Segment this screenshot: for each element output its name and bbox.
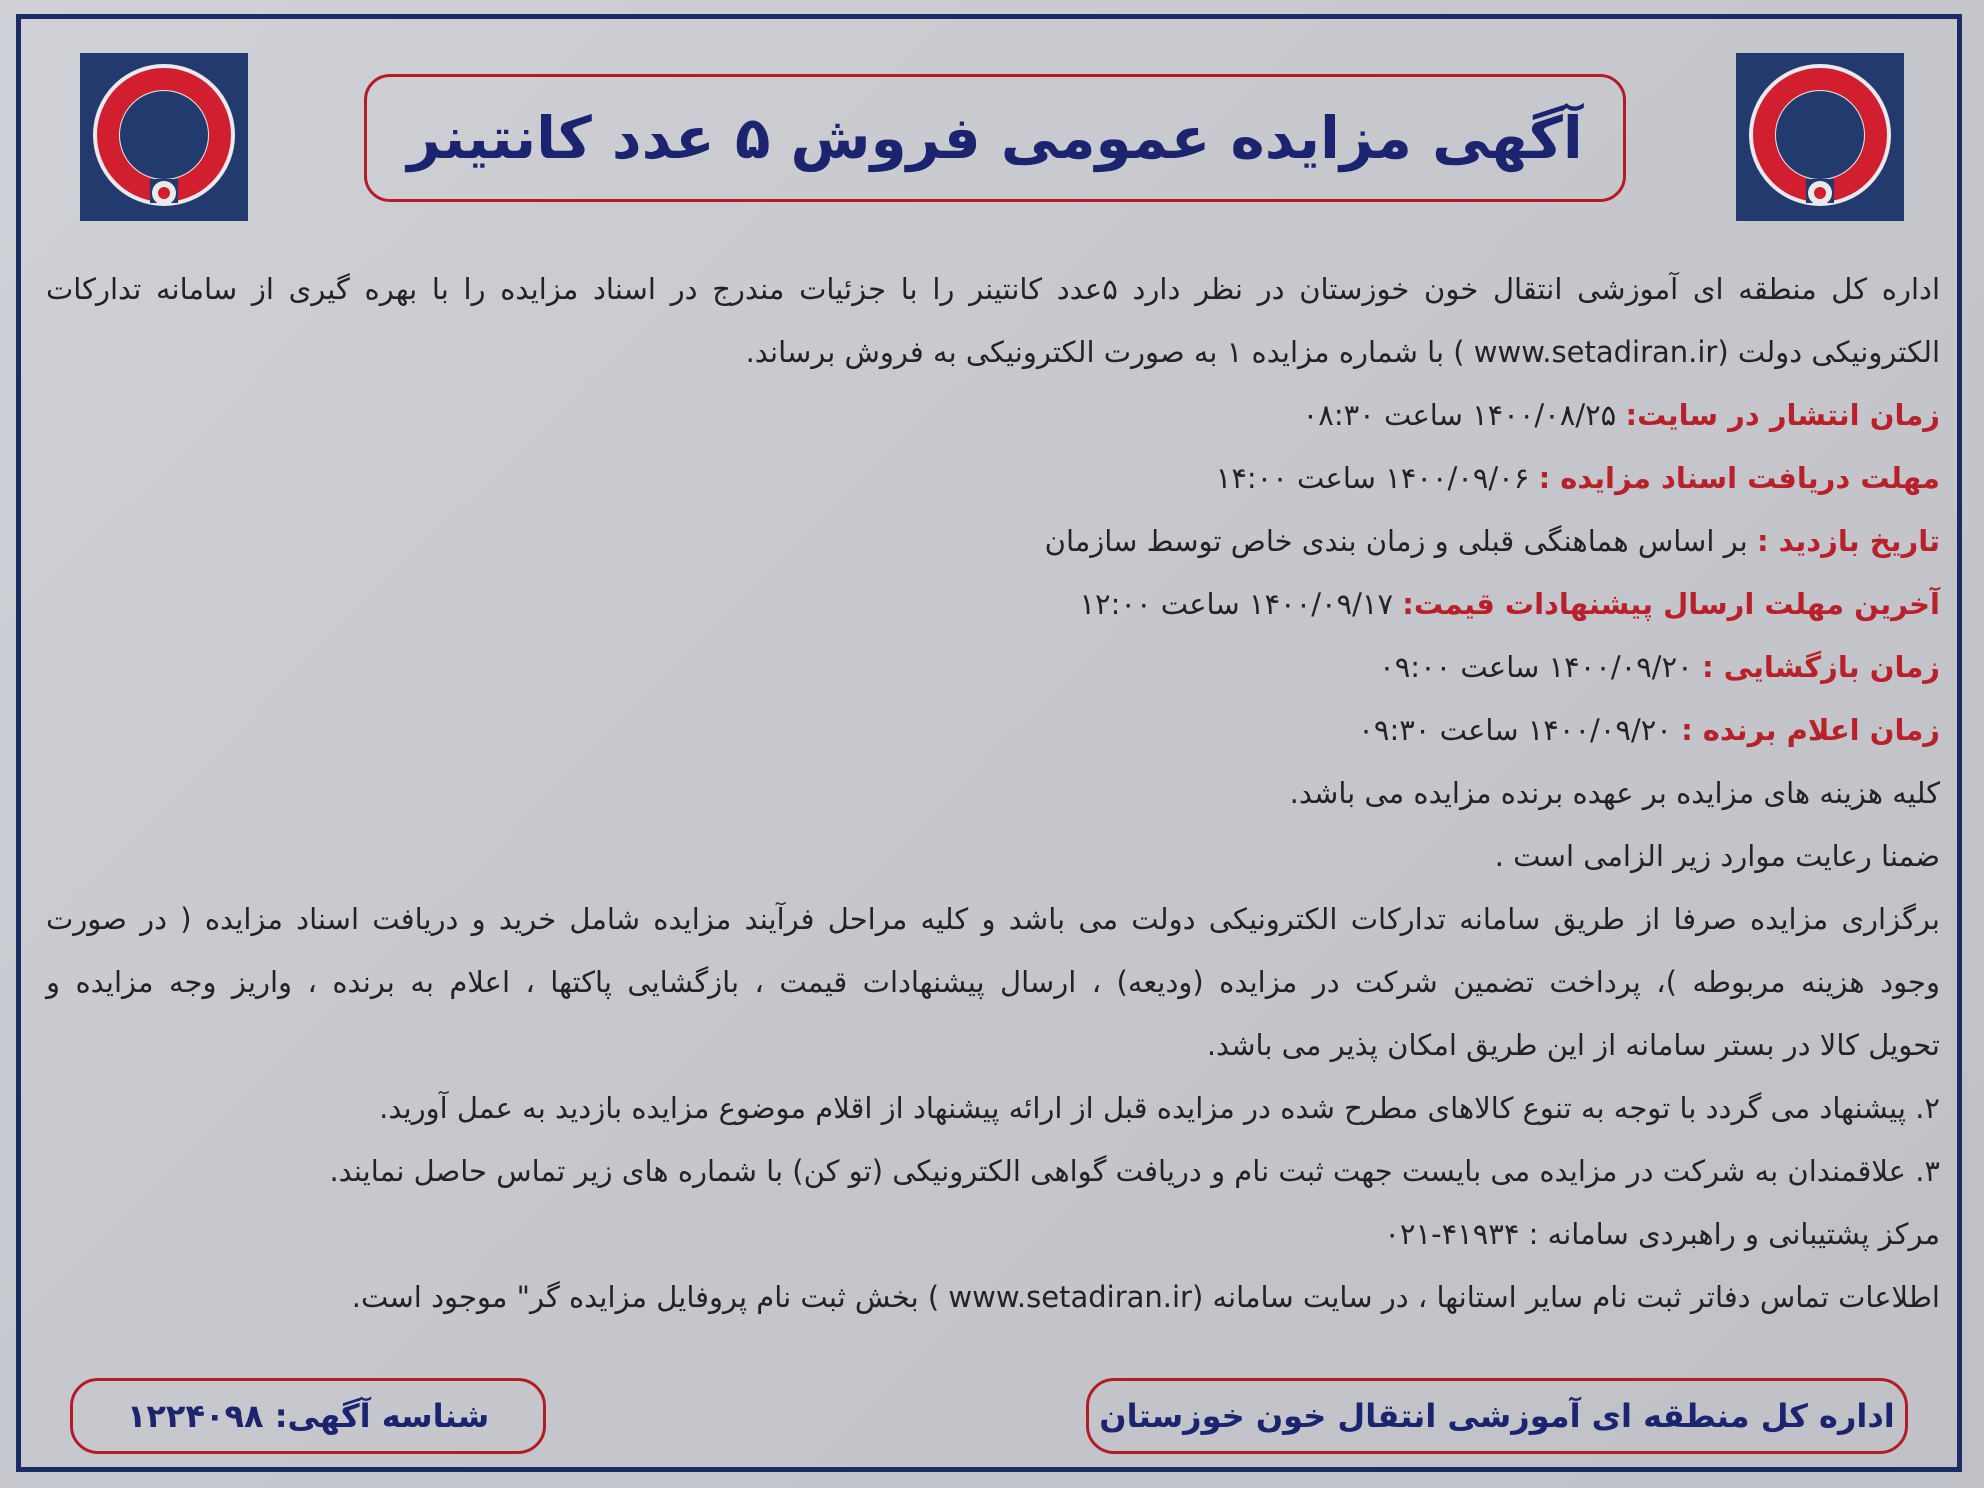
item-1-line-2: وجود هزینه مربوطه )، پرداخت تضمین شرکت در مزایده (ودیعه) ، ارسال پیشنهادات قیمت ، بازگشایی پاکتها ، اعلام به برنده ، واریز وجه مزایده و [46,965,1940,999]
ad-id: شناسه آگهی: ۱۲۲۴۰۹۸ [126,1397,490,1435]
item-3: ۳. علاقمندان به شرکت در مزایده می بایست جهت ثبت نام و دریافت گواهی الکترونیکی (تو کن) با شماره های زیر تماس حاصل نمایند. [329,1154,1940,1188]
schedule-value: ۱۴۰۰/۰۹/۱۷ ساعت ۱۲:۰۰ [1079,587,1394,621]
schedule-value: ۱۴۰۰/۰۹/۲۰ ساعت ۰۹:۰۰ [1379,650,1693,684]
costs-text: کلیه هزینه های مزایده بر عهده برنده مزایده می باشد. [1289,776,1940,810]
support-center: مرکز پشتیبانی و راهبردی سامانه : ۴۱۹۳۴-۰۲۱ [1384,1217,1940,1251]
title-banner [364,74,1626,202]
notice-title: آگهی مزایده عمومی فروش ۵ عدد کانتینر [407,104,1583,172]
item-2: ۲. پیشنهاد می گردد با توجه به تنوع کالاهای مطرح شده در مزایده قبل از ارائه پیشنهاد از اقلام موضوع مزایده بازدید به عمل آورید. [379,1091,1940,1125]
schedule-label: تاریخ بازدید : [1756,524,1940,558]
schedule-label: زمان بازگشایی : [1701,650,1940,684]
schedule-label: آخرین مهلت ارسال پیشنهادات قیمت: [1402,587,1940,621]
schedule-winner [46,699,1940,762]
offices-info: اطلاعات تماس دفاتر ثبت نام سایر استانها ، در سایت سامانه (www.setadiran.ir ) بخش ثبت نام پروفایل مزایده گر" موجود است. [351,1280,1940,1314]
schedule-value: ۱۴۰۰/۰۸/۲۵ ساعت ۰۸:۳۰ [1302,398,1617,432]
schedule-label: مهلت دریافت اسناد مزایده : [1538,461,1940,495]
schedule-docs-deadline [46,447,1940,510]
schedule-opening [46,636,1940,699]
schedule-value: ۱۴۰۰/۰۹/۰۶ ساعت ۱۴:۰۰ [1215,461,1530,495]
issuer-name: اداره کل منطقه ای آموزشی انتقال خون خوزستان [1099,1397,1895,1435]
schedule-label: زمان انتشار در سایت: [1625,398,1940,432]
schedule-bid-deadline [46,573,1940,636]
ad-id-box [70,1378,546,1454]
intro-line-2: الکترونیکی دولت (www.setadiran.ir ) با شماره مزایده ۱ به صورت الکترونیکی به فروش برساند. [745,335,1940,369]
intro-line-1: اداره کل منطقه ای آموزشی انتقال خون خوزستان در نظر دارد ۵عدد کانتینر را با جزئیات مندرج در اسناد مزایده را با بهره گیری از سامانه تدارکات [46,272,1940,306]
notice-body [46,258,1940,1348]
requirements-note: ضمنا رعایت موارد زیر الزامی است . [1494,839,1940,873]
schedule-value: ۱۴۰۰/۰۹/۲۰ ساعت ۰۹:۳۰ [1358,713,1672,747]
item-1-line-3: تحویل کالا در بستر سامانه از این طریق امکان پذیر می باشد. [1206,1028,1940,1062]
schedule-label: زمان اعلام برنده : [1681,713,1940,747]
blood-drop-ring-logo-icon [80,53,248,221]
schedule-value: بر اساس هماهنگی قبلی و زمان بندی خاص توسط سازمان [1044,524,1748,558]
item-1-line-1: برگزاری مزایده صرفا از طریق سامانه تدارکات الکترونیکی دولت می باشد و کلیه مراحل فرآیند مزایده شامل خرید و دریافت اسناد مزایده ( در صورت [46,902,1940,936]
schedule-visit [46,510,1940,573]
blood-drop-ring-logo-icon [1736,53,1904,221]
schedule-publish [46,384,1940,447]
issuer-box [1086,1378,1908,1454]
